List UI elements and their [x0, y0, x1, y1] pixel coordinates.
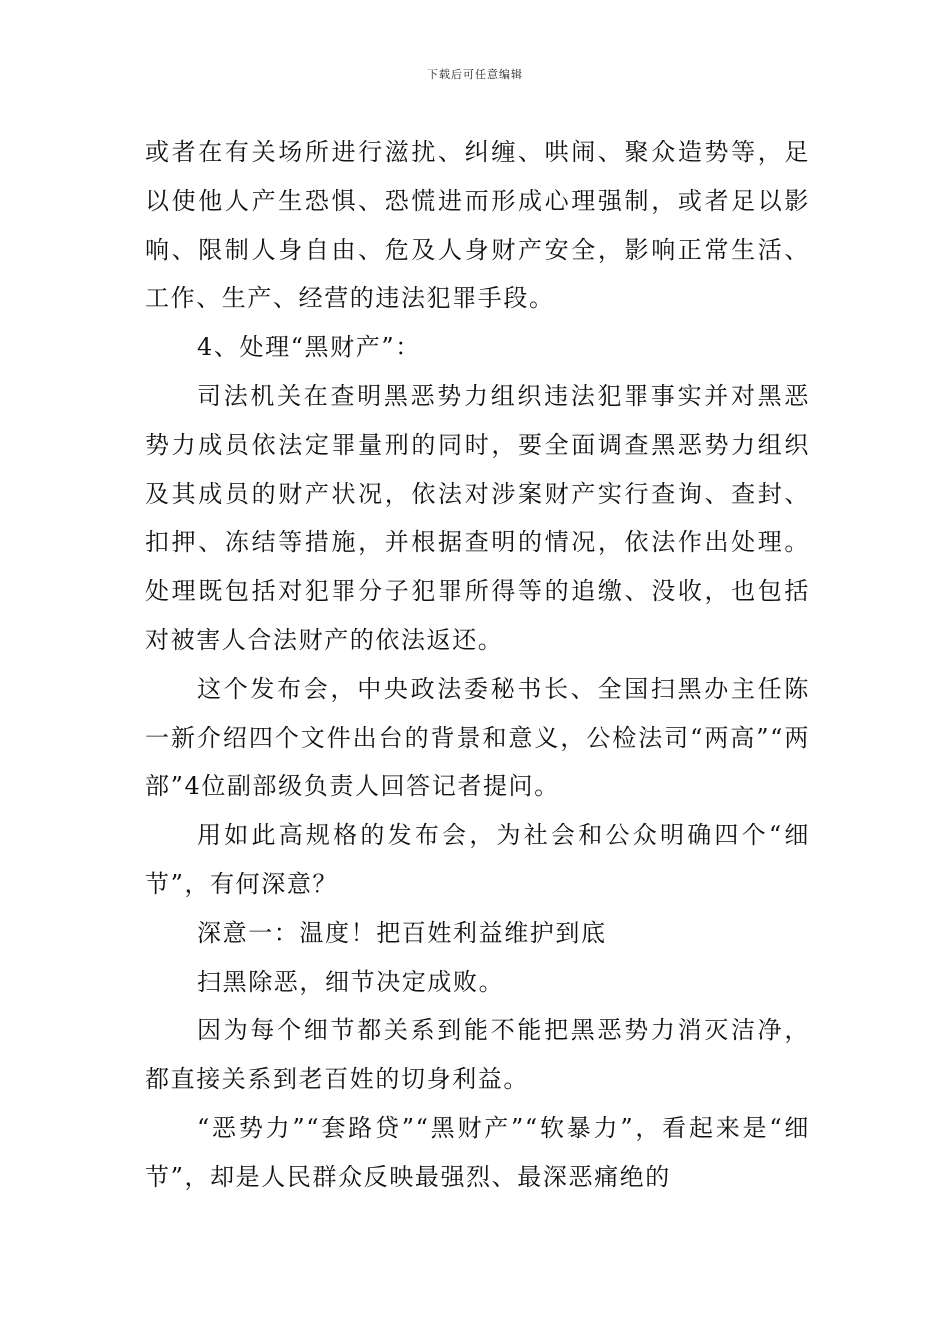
- paragraph-deep-meaning-one: 深意一：温度！把百姓利益维护到底: [197, 918, 607, 947]
- document-body: [145, 128, 810, 1202]
- paragraph-judicial-organs: 司法机关在查明黑恶势力组织违法犯罪事实并对黑恶势力成员依法定罪量刑的同时，要全面调查黑恶势力组织及其成员的财产状况，依法对涉案财产实行查询、查封、扣押、冻结等措施，并根据查明的情况，依法作出处理。处理既包括对犯罪分子犯罪所得等的追缴、没收，也包括对被害人合法财产的依法返还。: [145, 381, 810, 654]
- paragraph-press-conference: 这个发布会，中央政法委秘书长、全国扫黑办主任陈一新介绍四个文件出台的背景和意义，公检法司“两高”“两部”4位副部级负责人回答记者提问。: [145, 674, 810, 801]
- paragraph-details-decide: 扫黑除恶，细节决定成败。: [197, 967, 505, 996]
- paragraph-continuation: 或者在有关场所进行滋扰、纠缠、哄闹、聚众造势等，足以使他人产生恐惧、恐慌进而形成心理强制，或者足以影响、限制人身自由、危及人身财产安全，影响正常生活、工作、生产、经营的违法犯罪手段。: [145, 138, 810, 313]
- page-header-note: 下载后可任意编辑: [427, 68, 523, 81]
- paragraph-deep-meaning-question: 用如此高规格的发布会，为社会和公众明确四个“细节”，有何深意？: [145, 821, 810, 898]
- paragraph-heading-black-property: 4、处理“黑财产”：: [197, 333, 421, 362]
- paragraph-every-detail: 因为每个细节都关系到能不能把黑恶势力消灭洁净，都直接关系到老百姓的切身利益。: [145, 1016, 810, 1094]
- paragraph-four-details: “恶势力”“套路贷”“黑财产”“软暴力”，看起来是“细节”，却是人民群众反映最强烈、最深恶痛绝的: [145, 1113, 810, 1191]
